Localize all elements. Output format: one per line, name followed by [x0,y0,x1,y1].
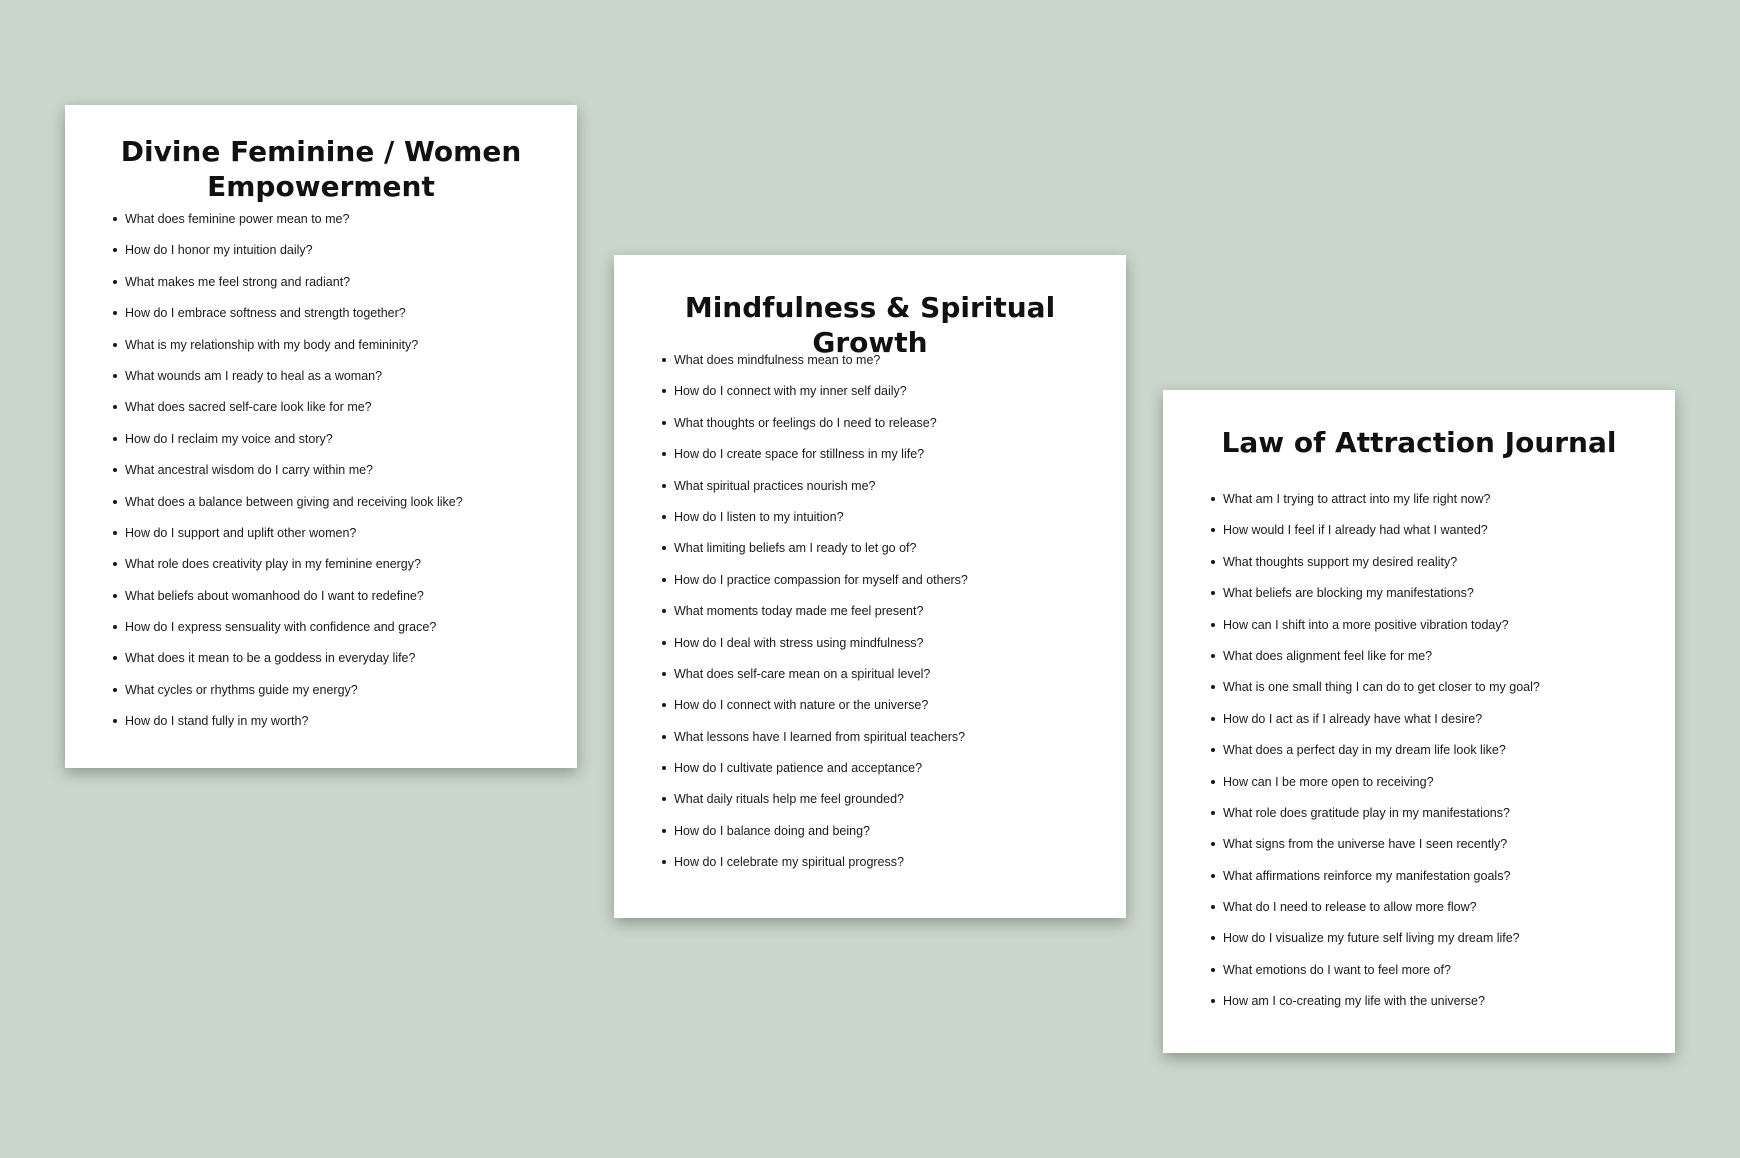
list-item-text: What beliefs are blocking my manifestations? [1223,586,1474,601]
bullet-icon [662,797,666,801]
bullet-icon [113,217,117,221]
bullet-icon [1211,874,1215,878]
list-item-text: How do I embrace softness and strength together? [125,306,406,321]
list-item-text: What does sacred self-care look like for me? [125,400,372,415]
list-item [1211,585,1655,616]
list-item-text: What does feminine power mean to me? [125,212,350,226]
bullet-icon [113,688,117,692]
bullet-icon [1211,591,1215,595]
journal-page-mindfulness [614,255,1126,918]
list-item-text: What role does creativity play in my feminine energy? [125,557,421,572]
list-item-text: How do I express sensuality with confidence and grace? [125,620,437,635]
bullet-icon [662,703,666,707]
list-item-text: What beliefs about womanhood do I want to redefine? [125,588,424,603]
bullet-icon [662,641,666,645]
bullet-icon [662,578,666,582]
list-item [113,337,557,368]
list-item-text: What does alignment feel like for me? [1223,648,1433,663]
list-item [1211,868,1655,899]
list-item-text: How do I celebrate my spiritual progress? [674,855,904,870]
bullet-icon [113,656,117,660]
page-title: Mindfulness & Spiritual Growth [684,291,1056,359]
list-item-text: What am I trying to attract into my life right now? [1223,492,1491,506]
bullet-icon [113,343,117,347]
bullet-icon [113,500,117,504]
bullet-icon [113,280,117,284]
bullet-icon [662,358,666,362]
bullet-icon [113,437,117,441]
bullet-icon [662,860,666,864]
list-item [662,729,1106,760]
list-item-text: How do I act as if I already have what I desire? [1223,711,1483,726]
list-item-text: What is one small thing I can do to get closer to my goal? [1223,680,1540,695]
list-item [113,556,557,587]
bullet-icon [1211,685,1215,689]
list-item [1211,836,1655,867]
list-item [1211,899,1655,930]
bullet-icon [1211,936,1215,940]
list-item [662,603,1106,634]
list-item [1211,679,1655,710]
list-item [662,823,1106,854]
list-item [662,352,1106,383]
list-item-text: What signs from the universe have I seen recently? [1223,837,1508,852]
list-item-text: What makes me feel strong and radiant? [125,274,351,289]
list-item [1211,711,1655,742]
list-item [1211,491,1655,522]
list-item-text: What limiting beliefs am I ready to let go of? [674,541,917,556]
list-item [662,760,1106,791]
list-item-text: What emotions do I want to feel more of? [1223,962,1451,977]
list-item-text: What daily rituals help me feel grounded? [674,792,904,807]
bullet-icon [1211,811,1215,815]
list-item-text: What ancestral wisdom do I carry within me? [125,463,374,478]
list-item [1211,648,1655,679]
list-item [113,682,557,713]
bullet-icon [662,766,666,770]
list-item-text: How do I cultivate patience and acceptance? [674,761,923,776]
bullet-icon [113,248,117,252]
list-item-text: What thoughts or feelings do I need to release? [674,415,937,430]
bullet-icon [113,311,117,315]
bullet-icon [113,531,117,535]
list-item-text: What does a balance between giving and receiving look like? [125,494,463,509]
list-item-text: How do I connect with nature or the universe? [674,698,929,713]
bullet-icon [662,421,666,425]
bullet-icon [662,672,666,676]
list-item-text: How do I honor my intuition daily? [125,243,313,258]
list-item [113,368,557,399]
list-item-text: How do I create space for stillness in my life? [674,447,925,462]
prompt-list [113,211,557,745]
list-item-text: What moments today made me feel present? [674,604,924,619]
bullet-icon [662,829,666,833]
list-item-text: How do I stand fully in my worth? [125,714,309,729]
list-item [113,525,557,556]
list-item [662,635,1106,666]
list-item [662,854,1106,885]
list-item [1211,774,1655,805]
bullet-icon [113,405,117,409]
list-item-text: How would I feel if I already had what I wanted? [1223,523,1488,538]
page-title: Law of Attraction Journal [1221,426,1617,459]
bullet-icon [1211,999,1215,1003]
list-item [113,619,557,650]
list-item-text: How do I visualize my future self living my dream life? [1223,931,1520,946]
list-item-text: What affirmations reinforce my manifestation goals? [1223,868,1511,883]
list-item [1211,617,1655,648]
list-item-text: What is my relationship with my body and femininity? [125,337,419,352]
bullet-icon [1211,748,1215,752]
bullet-icon [662,389,666,393]
list-item [662,791,1106,822]
page-title: Divine Feminine / Women Empowerment [120,135,522,203]
list-item-text: How am I co-creating my life with the universe? [1223,994,1485,1009]
bullet-icon [113,719,117,723]
list-item-text: How do I practice compassion for myself and others? [674,572,968,587]
list-item-text: How can I be more open to receiving? [1223,774,1434,789]
list-item-text: How do I balance doing and being? [674,823,870,838]
list-item [113,242,557,273]
list-item [113,494,557,525]
list-item [662,540,1106,571]
list-item-text: How do I support and uplift other women? [125,525,357,540]
list-item [662,697,1106,728]
list-item-text: What does self-care mean on a spiritual level? [674,666,931,681]
list-item [662,478,1106,509]
list-item [1211,805,1655,836]
bullet-icon [662,515,666,519]
list-item [113,431,557,462]
bullet-icon [1211,623,1215,627]
list-item [1211,522,1655,553]
list-item-text: How can I shift into a more positive vibration today? [1223,617,1509,632]
list-item [662,446,1106,477]
list-item-text: What thoughts support my desired reality? [1223,554,1458,569]
bullet-icon [1211,780,1215,784]
bullet-icon [1211,528,1215,532]
list-item [662,572,1106,603]
list-item [113,713,557,744]
bullet-icon [662,452,666,456]
list-item [113,462,557,493]
list-item [662,509,1106,540]
list-item [113,650,557,681]
list-item-text: What lessons have I learned from spiritual teachers? [674,729,966,744]
bullet-icon [1211,842,1215,846]
list-item-text: What does it mean to be a goddess in everyday life? [125,651,416,666]
journal-page-law-of-attraction [1163,390,1675,1053]
prompt-list [1211,491,1655,1025]
journal-page-divine-feminine [65,105,577,768]
list-item [1211,962,1655,993]
bullet-icon [113,625,117,629]
bullet-icon [662,735,666,739]
list-item-text: What wounds am I ready to heal as a woman? [125,368,383,383]
list-item-text: What role does gratitude play in my manifestations? [1223,805,1510,820]
bullet-icon [1211,654,1215,658]
list-item [113,274,557,305]
list-item-text: What does a perfect day in my dream life look like? [1223,743,1506,758]
list-item-text: How do I reclaim my voice and story? [125,431,333,446]
list-item-text: What spiritual practices nourish me? [674,478,876,493]
list-item [1211,742,1655,773]
list-item [1211,993,1655,1024]
bullet-icon [113,562,117,566]
bullet-icon [1211,905,1215,909]
bullet-icon [662,609,666,613]
list-item-text: What cycles or rhythms guide my energy? [125,682,358,697]
bullet-icon [113,374,117,378]
list-item [662,666,1106,697]
list-item [662,383,1106,414]
list-item-text: What do I need to release to allow more flow? [1223,900,1477,915]
list-item [113,211,557,242]
list-item-text: What does mindfulness mean to me? [674,353,881,367]
list-item-text: How do I deal with stress using mindfulness? [674,635,924,650]
list-item [1211,554,1655,585]
bullet-icon [113,594,117,598]
list-item-text: How do I listen to my intuition? [674,509,844,524]
list-item-text: How do I connect with my inner self daily? [674,384,907,399]
bullet-icon [1211,717,1215,721]
list-item [113,588,557,619]
bullet-icon [1211,497,1215,501]
list-item [662,415,1106,446]
bullet-icon [1211,968,1215,972]
bullet-icon [1211,560,1215,564]
bullet-icon [662,546,666,550]
list-item [113,399,557,430]
bullet-icon [662,484,666,488]
list-item [113,305,557,336]
list-item [1211,930,1655,961]
prompt-list [662,352,1106,886]
bullet-icon [113,468,117,472]
